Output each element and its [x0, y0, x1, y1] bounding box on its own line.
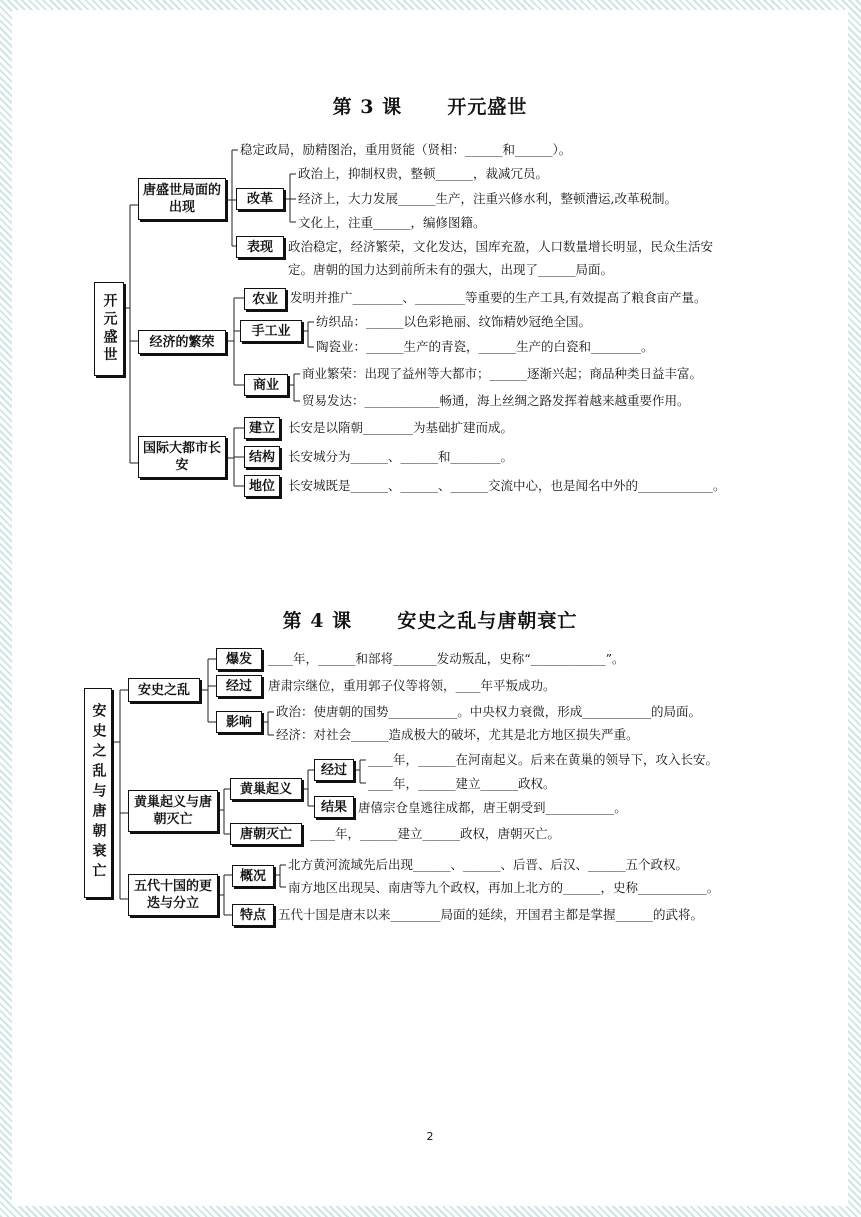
lesson3-textile-text: 纺织品：______以色彩艳丽、纹饰精妙冠绝全国。	[316, 314, 592, 329]
lesson4-feature-box: 特点	[232, 904, 274, 926]
lesson4-number: 第 4 课	[282, 610, 353, 632]
lesson3-status-box: 地位	[244, 475, 280, 497]
lesson3-number: 第 3 课	[332, 96, 403, 118]
lesson3-branch-economy: 经济的繁荣	[138, 330, 226, 354]
lesson3-stabilize-text: 稳定政局，励精图治，重用贤能（贤相：______和______）。	[240, 142, 572, 157]
lesson4-tang-fall-text: ____年，______建立______政权，唐朝灭亡。	[310, 826, 561, 841]
lesson3-manifestation-box: 表现	[236, 236, 284, 258]
lesson4-result-box: 结果	[314, 796, 354, 818]
lesson4-huangchao-box: 黄巢起义	[230, 778, 302, 800]
lesson3-trade-text: 贸易发达：____________畅通，海上丝绸之路发挥着越来越重要作用。	[302, 393, 690, 408]
lesson4-huangchao-line1: ____年，______在河南起义。后来在黄巢的领导下，攻入长安。	[368, 752, 719, 767]
lesson4-overview-box: 概况	[232, 865, 274, 887]
lesson4-outbreak-box: 爆发	[216, 648, 262, 670]
lesson3-reform-culture: 文化上，注重______，编修图籍。	[298, 215, 486, 230]
lesson3-root-box: 开元盛世	[94, 282, 124, 376]
lesson3-establish-box: 建立	[244, 417, 280, 439]
lesson3-status-text: 长安城既是______、______、______交流中心，也是闻名中外的____________。	[288, 478, 726, 493]
lesson3-manifestation-line2: 定。唐朝的国力达到前所未有的强大，出现了______局面。	[288, 262, 614, 277]
lesson4-tang-fall-box: 唐朝灭亡	[230, 823, 302, 845]
lesson3-handicraft-box: 手工业	[240, 320, 302, 342]
lesson3-branch-changan: 国际大都市长安	[138, 436, 226, 478]
lesson3-agriculture-text: 发明并推广________、________等重要的生产工具,有效提高了粮食亩产量。	[290, 290, 707, 305]
lesson4-name: 安史之乱与唐朝衰亡	[397, 610, 578, 632]
lesson4-huangchao-line2: ____年，______建立______政权。	[368, 776, 556, 791]
worksheet-page	[12, 10, 848, 1206]
lesson3-reform-politics: 政治上，抑制权贵，整顿______，裁减冗员。	[298, 166, 549, 181]
lesson4-feature-text: 五代十国是唐末以来________局面的延续，开国君主都是掌握______的武将。	[278, 907, 704, 922]
lesson4-impact-box: 影响	[216, 711, 262, 733]
lesson4-outbreak-text: ____年，______和部将_______发动叛乱，史称“____________”。	[268, 651, 625, 666]
lesson4-title	[12, 606, 848, 633]
lesson3-structure-text: 长安城分为______、______和________。	[288, 449, 514, 464]
page-number: 2	[426, 1130, 434, 1143]
lesson4-overview-south: 南方地区出现吴、南唐等九个政权，再加上北方的______，史称___________。	[288, 880, 720, 895]
lesson4-process-box: 经过	[216, 675, 262, 697]
lesson4-overview-north: 北方黄河流域先后出现______、______、后晋、后汉、______五个政权。	[288, 857, 689, 872]
lesson4-process-text: 唐肃宗继位，重用郭子仪等将领，____年平叛成功。	[268, 678, 556, 693]
lesson3-manifestation-line1: 政治稳定，经济繁荣，文化发达，国库充盈，人口数量增长明显，民众生活安	[288, 239, 714, 254]
lesson3-structure-box: 结构	[244, 446, 280, 468]
lesson3-commerce-box: 商业	[244, 374, 288, 396]
lesson4-root-box: 安史之乱与唐朝衰亡	[84, 688, 112, 898]
lesson4-impact-economy: 经济：对社会______造成极大的破坏，尤其是北方地区损失严重。	[276, 727, 639, 742]
lesson4-branch-anshi: 安史之乱	[128, 678, 200, 702]
lesson3-name: 开元盛世	[447, 96, 528, 118]
lesson3-reform-box: 改革	[236, 188, 284, 210]
lesson3-establish-text: 长安是以隋朝________为基础扩建而成。	[288, 420, 514, 435]
lesson4-branch-huangchao: 黄巢起义与唐朝灭亡	[128, 790, 218, 832]
lesson3-reform-economy: 经济上，大力发展______生产，注重兴修水利，整顿漕运,改革税制。	[298, 191, 677, 206]
lesson4-result-text: 唐僖宗仓皇逃往成都，唐王朝受到___________。	[358, 800, 627, 815]
lesson3-branch-prosperity: 唐盛世局面的出现	[138, 178, 226, 220]
lesson3-commerce-text: 商业繁荣：出现了益州等大都市；______逐渐兴起；商品种类日益丰富。	[302, 366, 703, 381]
lesson3-agriculture-box: 农业	[244, 288, 286, 310]
lesson4-huangchao-process-box: 经过	[314, 759, 354, 781]
lesson4-impact-politics: 政治：使唐朝的国势___________。中央权力衰微，形成___________的局面。	[276, 704, 702, 719]
lesson4-branch-five-dynasties: 五代十国的更迭与分立	[128, 874, 218, 916]
lesson3-ceramics-text: 陶瓷业：______生产的青瓷，______生产的白瓷和________。	[316, 339, 654, 354]
